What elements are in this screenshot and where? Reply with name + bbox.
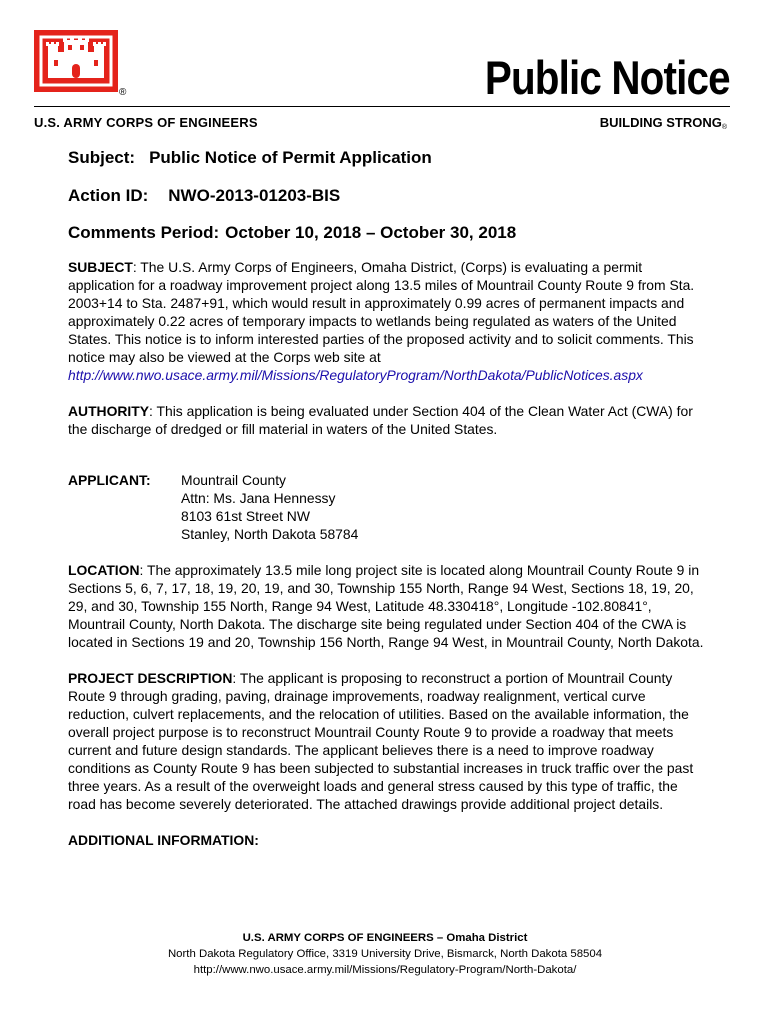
action-id-label: Action ID: <box>68 186 149 205</box>
footer-url: http://www.nwo.usace.army.mil/Missions/Regulatory-Program/North-Dakota/ <box>193 964 577 976</box>
applicant-street: 8103 61st Street NW <box>181 508 310 524</box>
location-paragraph <box>68 561 708 651</box>
location-text: : The approximately 13.5 mile long project site is located along Mountrail County Route 9 in Sections 5, 6, 7, 17, 18, 19, 20, 19, and 30, Township 155 North, Range 94 West, Sections 18, 19, 20, 29, and 30, Township 155 North, Range 94 West, Latitude 48.330418°, Longitude -102.80841°, Mountrail County, North Dakota. The discharge site being regulated under Section 404 of the CWA is located in Sections 19 and 20, Township 156 North, Range 94 West, in Mountrail County, North Dakota. <box>68 562 704 650</box>
tagline-registered-mark: ® <box>721 124 727 131</box>
subject-line <box>68 148 432 168</box>
additional-information-paragraph <box>68 831 708 849</box>
applicant-address <box>181 471 581 543</box>
footer-address: North Dakota Regulatory Office, 3319 University Drive, Bismarck, North Dakota 58504 <box>167 948 603 960</box>
location-label: LOCATION <box>68 562 140 578</box>
project-description-label: PROJECT DESCRIPTION <box>68 670 233 686</box>
subject-section-label: SUBJECT <box>68 259 133 275</box>
subject-paragraph <box>68 258 708 384</box>
subject-value: Public Notice of Permit Application <box>149 148 432 167</box>
footer-district: U.S. ARMY CORPS OF ENGINEERS – Omaha District <box>242 932 528 944</box>
applicant-label-colon: : <box>145 472 151 488</box>
applicant-name: Mountrail County <box>181 472 287 488</box>
applicant-city: Stanley, North Dakota 58784 <box>181 526 359 542</box>
project-description-paragraph <box>68 669 708 813</box>
organization-name: U.S. ARMY CORPS OF ENGINEERS <box>34 115 258 130</box>
comments-period-label: Comments Period: <box>68 223 220 242</box>
page-title: Public Notice <box>485 51 730 104</box>
body-upper <box>68 258 708 456</box>
subject-section-text: : The U.S. Army Corps of Engineers, Omaha District, (Corps) is evaluating a permit application for a roadway improvement project along 13.5 miles of Mountrail County Route 9 from Sta. 2003+14 to Sta. 2487+91, which would result in approximately 0.99 acres of permanent impacts and approximately 0.22 acres of temporary impacts to wetlands being regulated as waters of the United States. This notice is to inform interested parties of the proposed activity and to solicit comments. This notice may also be viewed at the Corps web site at <box>68 259 695 365</box>
project-description-text: : The applicant is proposing to reconstruct a portion of Mountrail County Route 9 through grading, paving, drainage improvements, roadway realignment, vertical curve reduction, culvert replacements, and the relocation of utilities. Based on the available information, the overall project purpose is to reconstruct Mountrail County Route 9 to provide a roadway that meets current and future design standards. The applicant believes there is a need to improve roadway conditions as County Route 9 has been subjected to substantial increases in truck traffic over the past three years. As a result of the overweight loads and general stress caused by this type of traffic, the road has become severely deteriorated. The attached drawings provide additional project details. <box>68 670 694 812</box>
comments-period-value: October 10, 2018 – October 30, 2018 <box>225 223 517 242</box>
tagline-text: BUILDING STRONG <box>599 115 722 130</box>
registered-mark: ® <box>119 87 127 98</box>
castle-icon <box>34 30 118 92</box>
action-id-value: NWO-2013-01203-BIS <box>168 186 341 205</box>
applicant-label <box>68 471 151 489</box>
authority-label: AUTHORITY <box>68 403 150 419</box>
subject-label: Subject: <box>68 148 136 167</box>
action-id-line <box>68 186 340 206</box>
usace-castle-logo <box>34 30 118 92</box>
additional-information-label: ADDITIONAL INFORMATION: <box>68 832 259 848</box>
header-divider <box>34 106 730 107</box>
applicant-attn: Attn: Ms. Jana Hennessy <box>181 490 336 506</box>
body-lower <box>68 561 708 867</box>
authority-paragraph <box>68 402 708 438</box>
authority-text: : This application is being evaluated under Section 404 of the Clean Water Act (CWA) for the discharge of dredged or fill material in waters of the United States. <box>68 403 693 437</box>
applicant-label-text: APPLICANT <box>68 472 146 488</box>
public-notices-link[interactable]: http://www.nwo.usace.army.mil/Missions/RegulatoryProgram/NorthDakota/PublicNotices.aspx <box>68 367 643 383</box>
tagline <box>600 115 727 131</box>
comments-period-line <box>68 223 516 243</box>
